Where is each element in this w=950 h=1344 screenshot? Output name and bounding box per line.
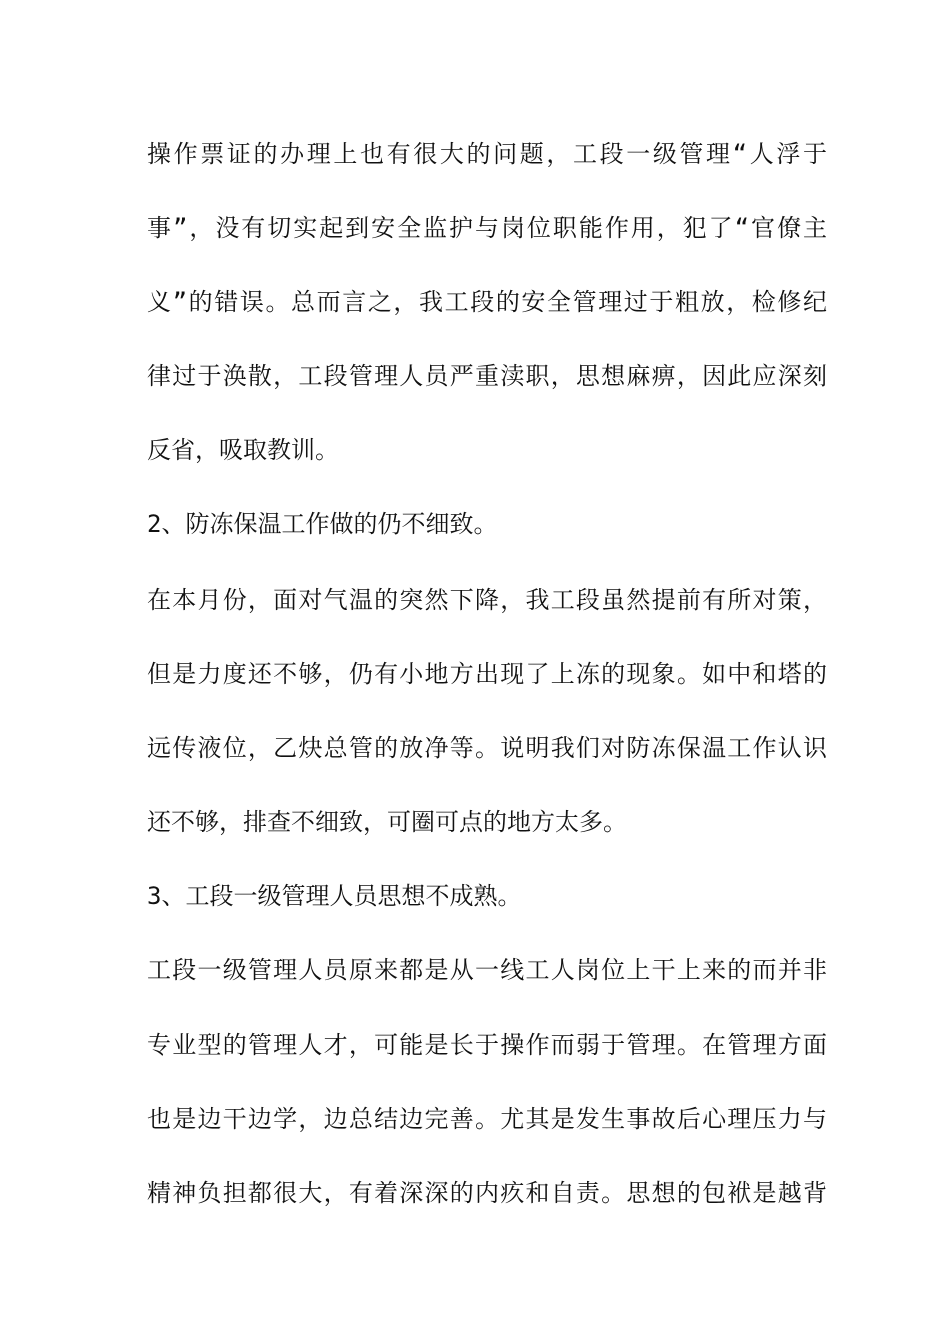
body-text-line: 也是边干边学，边总结边完善。尤其是发生事故后心理压力与 xyxy=(147,1105,827,1133)
body-text-line: 反省，吸取教训。 xyxy=(147,436,339,464)
body-text-line: 工段一级管理人员原来都是从一线工人岗位上干上来的而并非 xyxy=(147,956,827,984)
body-text-line: 还不够，排查不细致，可圈可点的地方太多。 xyxy=(147,808,627,836)
body-text-line: 律过于涣散，工段管理人员严重渎职，思想麻痹，因此应深刻 xyxy=(147,362,827,390)
section-heading: 2、防冻保温工作做的仍不细致。 xyxy=(147,510,498,538)
body-text-line: 专业型的管理人才，可能是长于操作而弱于管理。在管理方面 xyxy=(147,1031,827,1059)
body-text-line: 精神负担都很大，有着深深的内疚和自责。思想的包袱是越背 xyxy=(147,1179,827,1207)
body-text-line: 义”的错误。总而言之，我工段的安全管理过于粗放，检修纪 xyxy=(147,288,827,316)
body-text-line: 但是力度还不够，仍有小地方出现了上冻的现象。如中和塔的 xyxy=(147,660,827,688)
body-text-line: 操作票证的办理上也有很大的问题，工段一级管理“人浮于 xyxy=(147,140,827,168)
body-text-line: 在本月份，面对气温的突然下降，我工段虽然提前有所对策， xyxy=(147,586,827,614)
body-text-line: 远传液位，乙炔总管的放净等。说明我们对防冻保温工作认识 xyxy=(147,734,827,762)
body-text-line: 事”，没有切实起到安全监护与岗位职能作用，犯了“官僚主 xyxy=(147,214,827,242)
section-heading: 3、工段一级管理人员思想不成熟。 xyxy=(147,882,522,910)
